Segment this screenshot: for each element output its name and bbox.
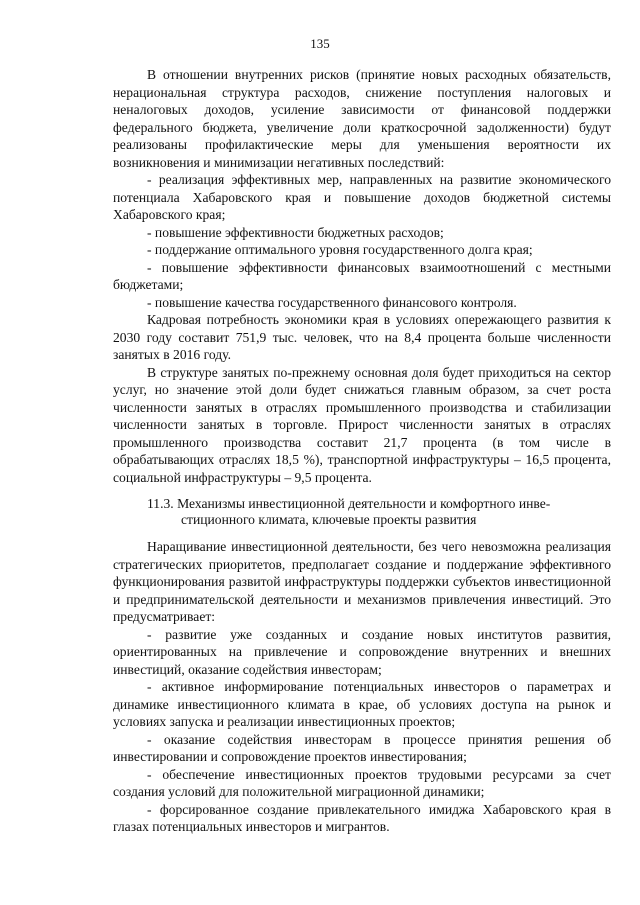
list-item-economic-potential: - реализация эффективных мер, направленных на развитие экономического потенциала Хабаровского края и повышение доходов бюджетной системы Хабаровского края;	[113, 172, 611, 222]
list-item-investor-assistance: - оказание содействия инвесторам в процессе принятия решения об инвестировании и сопровождение проектов инвестирования;	[113, 731, 611, 764]
list-item-development-institutions: - развитие уже созданных и создание новых институтов развития, ориентированных на привлечение и сопровождение внутренних и внешних инвестиций, оказание содействия инвесторам;	[113, 626, 611, 677]
page-number: 135	[310, 36, 330, 51]
paragraph-internal-risks: В отношении внутренних рисков (принятие новых расходных обязательств, нерациональная структура расходов, снижение поступления налоговых и неналоговых доходов, усиление зависимости от финансовой поддержки федерального бюджета, увеличение доли краткосрочной задолженности) будут реализованы профилактические меры для уменьшения вероятности их возникновения и минимизации негативных последствий:	[113, 67, 611, 170]
list-item-budget-efficiency: - повышение эффективности бюджетных расходов;	[147, 224, 444, 240]
page-body	[113, 66, 611, 836]
section-heading	[113, 496, 611, 528]
list-item-region-image: - форсированное создание привлекательного имиджа Хабаровского края в глазах потенциальных инвесторов и мигрантов.	[113, 801, 611, 834]
paragraph-workforce-demand: Кадровая потребность экономики края в условиях опережающего развития к 2030 году составит 751,9 тыс. человек, что на 8,4 процента больше численности занятых в 2016 году.	[113, 312, 611, 362]
paragraph-employment-structure: В структуре занятых по-прежнему основная доля будет приходиться на сектор услуг, но значение этой доли будет снижаться главным образом, за счет роста численности занятых в отраслях промышленного производства и стабилизации численности занятых в торговле. Прирост численности занятых в отраслях промышленного производства составит 21,7 процента (в том числе в обрабатывающих отраслях 18,5 %), транспортной инфраструктуры – 16,5 процента, социальной инфраструктуры – 9,5 процента.	[113, 364, 611, 485]
list-item-labor-resources: - обеспечение инвестиционных проектов трудовыми ресурсами за счет создания условий для положительной миграционной динамики;	[113, 766, 611, 799]
list-item-investor-information: - активное информирование потенциальных инвесторов о параметрах и динамике инвестиционного климата в крае, об условиях доступа на рынок и условиях запуска и реализации инвестиционных проектов;	[113, 679, 611, 729]
section-heading-line-2: стиционного климата, ключевые проекты развития	[181, 512, 477, 527]
list-item-local-budgets: - повышение эффективности финансовых взаимоотношений с местными бюджетами;	[113, 259, 611, 292]
paragraph-investment-activity: Наращивание инвестиционной деятельности, без чего невозможна реализация стратегических приоритетов, предполагает создание и поддержание эффективного функционирования развитой инфраструктуры поддержки субъектов инвестиционной и предпринимательской деятельности и механизмов привлечения инвестиций. Это предусматривает:	[113, 539, 611, 624]
section-heading-line-1: 11.3. Механизмы инвестиционной деятельности и комфортного инве-	[147, 496, 551, 511]
list-item-financial-control: - повышение качества государственного финансового контроля.	[147, 294, 517, 310]
list-item-debt-level: - поддержание оптимального уровня государственного долга края;	[147, 242, 533, 257]
